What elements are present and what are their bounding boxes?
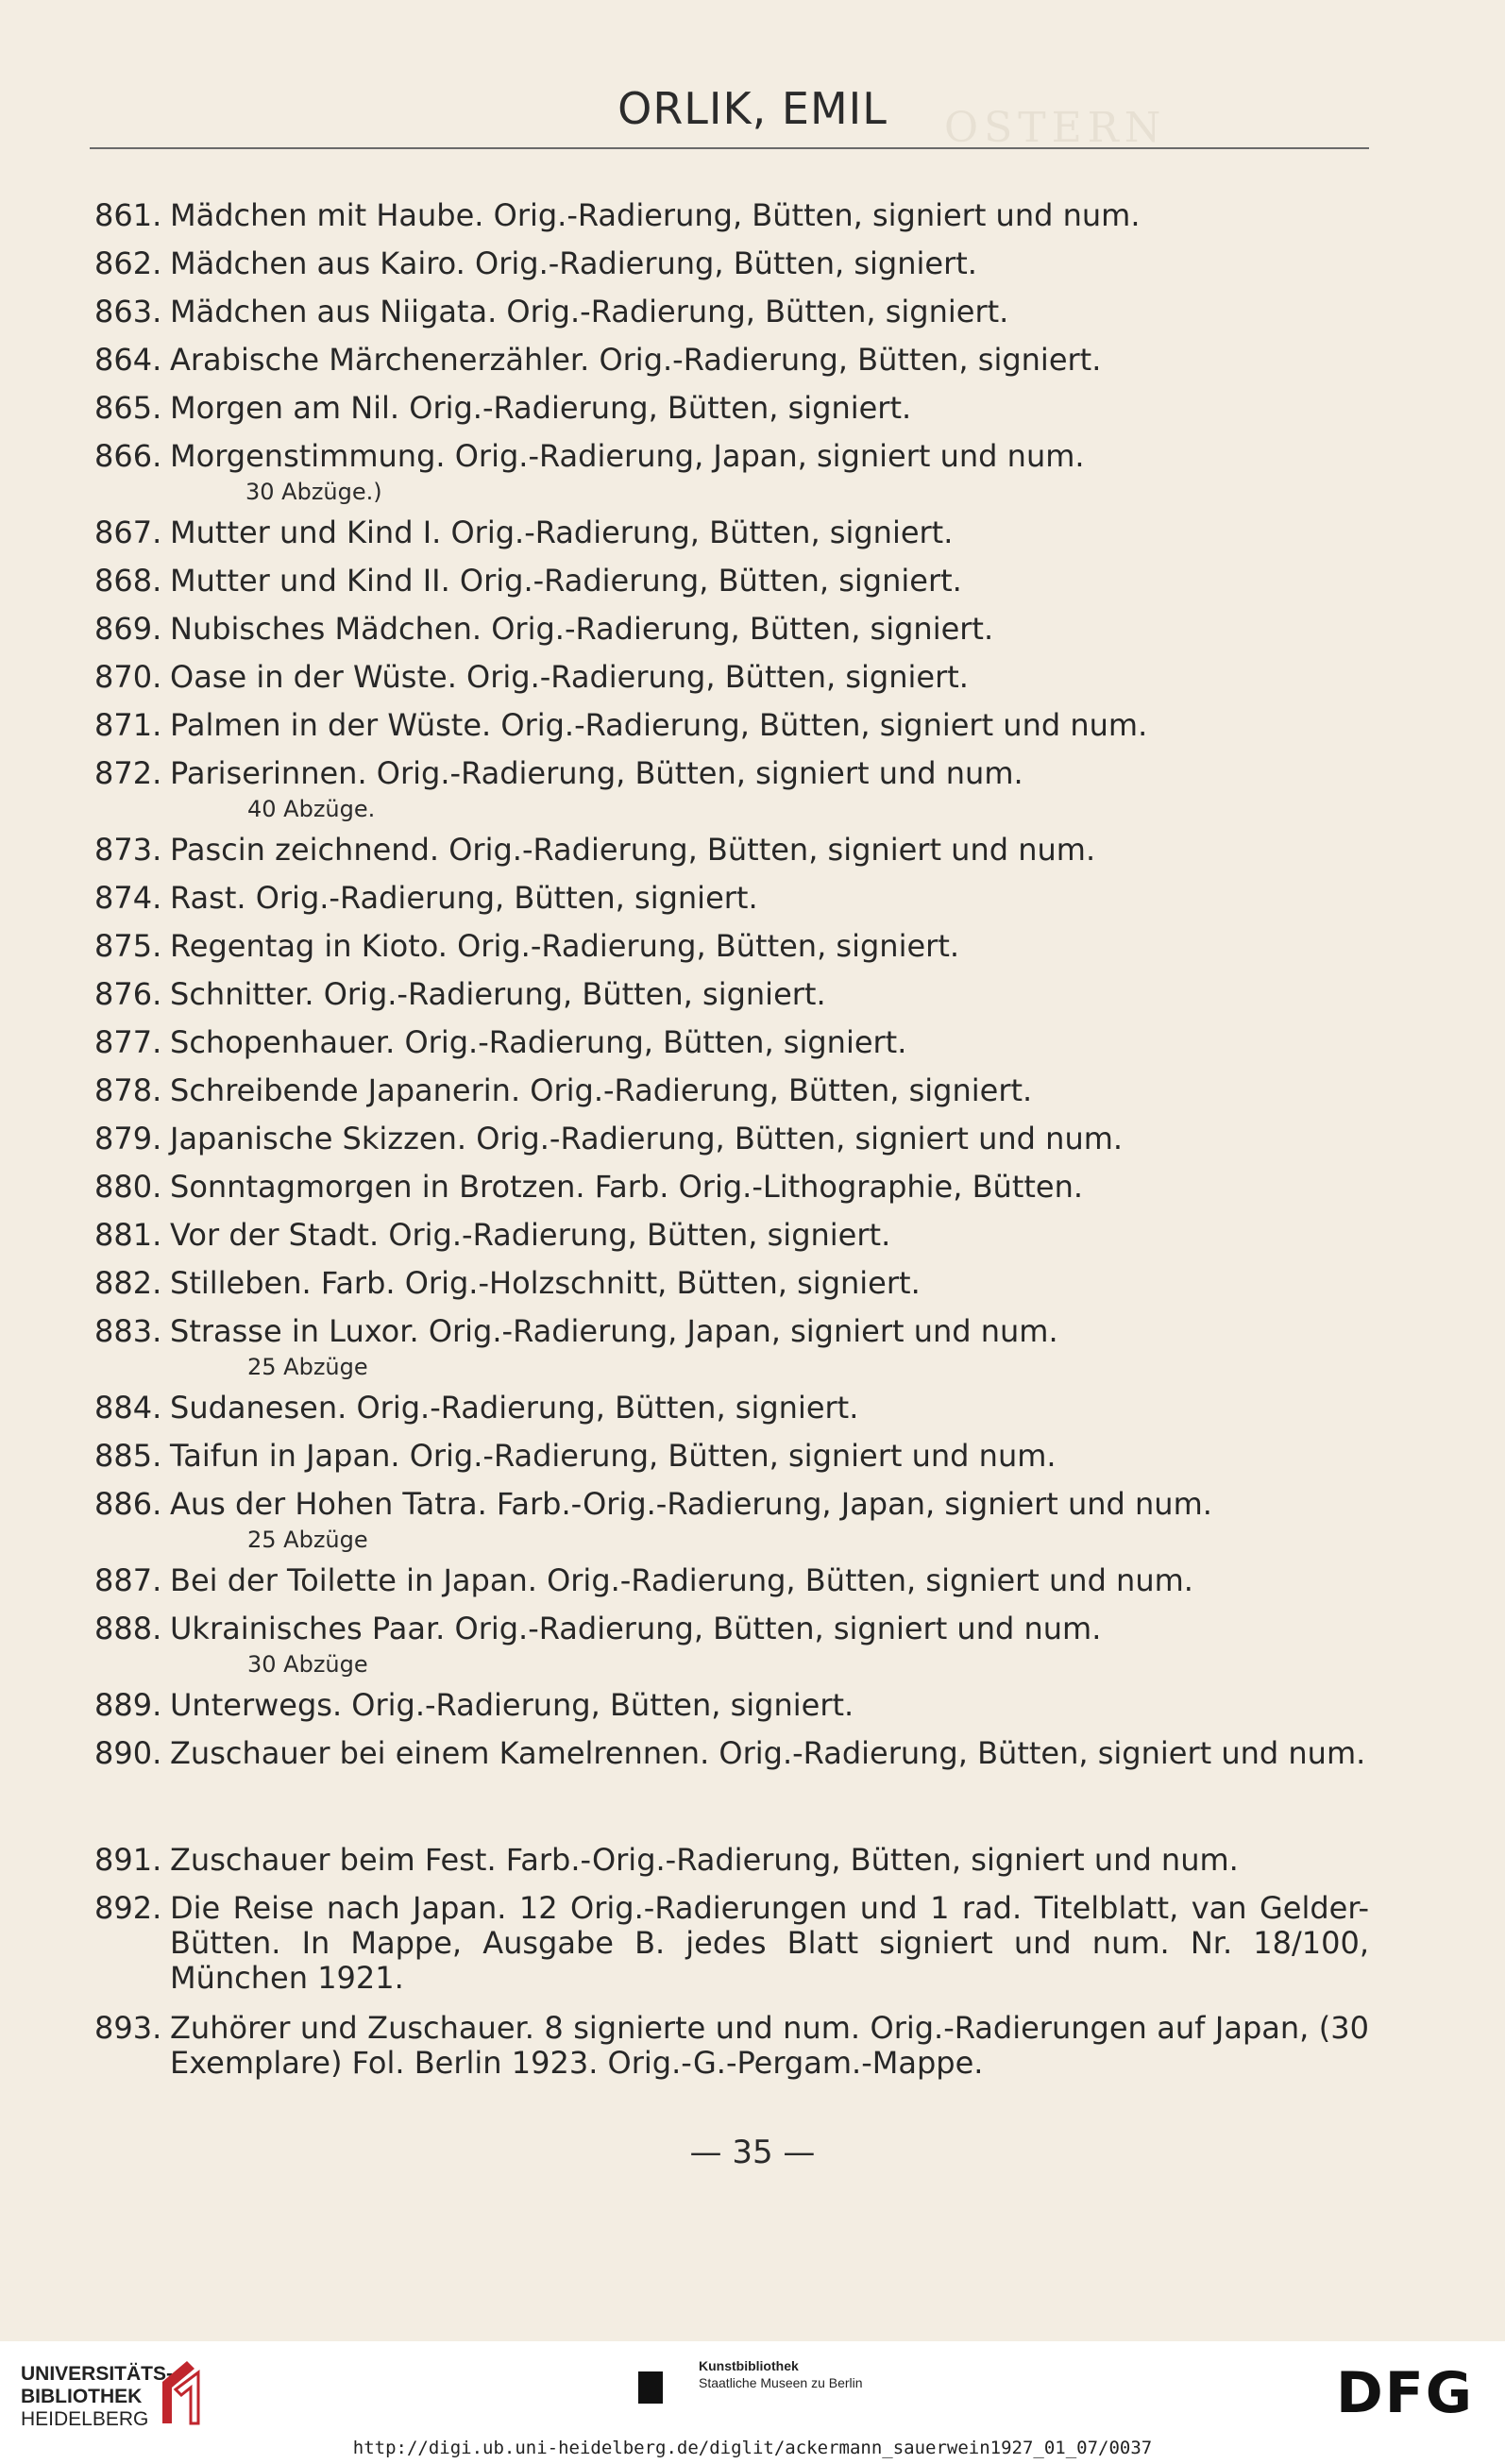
entry-text: Sudanesen. Orig.-Radierung, Bütten, signiert. [170,1390,859,1426]
entry-text: Morgenstimmung. Orig.-Radierung, Japan, signiert und num. [170,438,1085,474]
entry-number: 893. [94,2010,162,2046]
ub-heidelberg-logo[interactable] [21,2363,173,2431]
entry-text: Nubisches Mädchen. Orig.-Radierung, Bütten, signiert. [170,611,994,647]
entry-text: Morgen am Nil. Orig.-Radierung, Bütten, signiert. [170,390,912,426]
entry-text: Mädchen aus Niigata. Orig.-Radierung, Bütten, signiert. [170,294,1009,329]
entry-number: 883. [94,1313,162,1349]
edition-note: 25 Abzüge [247,1354,368,1380]
entry-number: 863. [94,294,162,329]
entry-number: 892. [94,1890,162,1926]
catalog-entry [94,1612,1369,1646]
entry-number: 888. [94,1611,162,1646]
entry-number: 887. [94,1562,162,1598]
entry-number: 880. [94,1169,162,1205]
entry-text: Die Reise nach Japan. 12 Orig.-Radierungen und 1 rad. Titelblatt, van Gelder-Bütten. In Mappe, Ausgabe B. jedes Blatt signiert und num. Nr. 18/100, München 1921. [170,1890,1369,1996]
entry-number: 865. [94,390,162,426]
entry-text: Palmen in der Wüste. Orig.-Radierung, Bütten, signiert und num. [170,707,1148,743]
page-number: — 35 — [689,2134,816,2171]
entry-text: Zuhörer und Zuschauer. 8 signierte und num. Orig.-Radierungen auf Japan, (30 Exemplare) Fol. Berlin 1923. Orig.-G.-Pergam.-Mappe. [170,2010,1369,2081]
entry-number: 886. [94,1486,162,1522]
entry-number: 885. [94,1438,162,1474]
dfg-logo[interactable]: DFG [1336,2360,1475,2426]
entry-text: Zuschauer beim Fest. Farb.-Orig.-Radierung, Bütten, signiert und num. [170,1842,1239,1878]
catalog-entry [94,1122,1369,1156]
ub-logo-line: HEIDELBERG [21,2408,149,2430]
entry-text: Japanische Skizzen. Orig.-Radierung, Bütten, signiert und num. [170,1121,1124,1156]
entry-number: 881. [94,1217,162,1253]
entry-text: Aus der Hohen Tatra. Farb.-Orig.-Radierung, Japan, signiert und num. [170,1486,1212,1522]
entry-number: 868. [94,563,162,599]
entry-text: Pariserinnen. Orig.-Radierung, Bütten, signiert und num. [170,755,1023,791]
entry-text: Mädchen aus Kairo. Orig.-Radierung, Bütten, signiert. [170,245,977,281]
entry-number: 869. [94,611,162,647]
catalog-entry [94,2011,1369,2081]
catalog-entry [94,1563,1369,1598]
edition-note: 30 Abzüge [247,1651,368,1678]
catalog-entry [94,1218,1369,1253]
entry-text: Mutter und Kind II. Orig.-Radierung, Bütten, signiert. [170,563,962,599]
entry-number: 876. [94,976,162,1012]
catalog-entry [94,1736,1369,1771]
entry-text: Bei der Toilette in Japan. Orig.-Radierung, Bütten, signiert und num. [170,1562,1193,1598]
catalog-entry [94,756,1369,791]
catalog-entry [94,391,1369,426]
entry-number: 884. [94,1390,162,1426]
entry-text: Taifun in Japan. Orig.-Radierung, Bütten, signiert und num. [170,1438,1057,1474]
catalog-entry [94,1073,1369,1108]
kb-logo-line: Kunstbibliothek [699,2358,799,2373]
entry-number: 872. [94,755,162,791]
running-head: ORLIK, EMIL [617,83,888,134]
catalog-entry [94,515,1369,550]
entry-number: 890. [94,1735,162,1771]
catalog-entry [94,660,1369,695]
entry-number: 879. [94,1121,162,1156]
entry-text: Stilleben. Farb. Orig.-Holzschnitt, Bütten, signiert. [170,1265,921,1301]
entry-text: Vor der Stadt. Orig.-Radierung, Bütten, signiert. [170,1217,891,1253]
catalog-entry [94,1314,1369,1349]
catalog-entry [94,708,1369,743]
entry-text: Regentag in Kioto. Orig.-Radierung, Bütten, signiert. [170,928,960,964]
catalog-entry [94,343,1369,378]
entry-text: Schnitter. Orig.-Radierung, Bütten, signiert. [170,976,826,1012]
entry-text: Pascin zeichnend. Orig.-Radierung, Bütten, signiert und num. [170,832,1096,868]
catalog-entry [94,833,1369,868]
catalog-entry [94,198,1369,233]
entry-text: Mutter und Kind I. Orig.-Radierung, Bütten, signiert. [170,515,954,550]
catalog-entry [94,1025,1369,1060]
catalog-entry [94,246,1369,281]
entry-text: Oase in der Wüste. Orig.-Radierung, Bütten, signiert. [170,659,969,695]
header-rule [90,147,1369,149]
entry-number: 874. [94,880,162,916]
entry-number: 875. [94,928,162,964]
catalog-entry [94,1170,1369,1205]
entry-number: 871. [94,707,162,743]
catalog-entry [94,1688,1369,1723]
entry-number: 861. [94,197,162,233]
edition-note: 30 Abzüge.) [245,479,382,505]
edition-note: 40 Abzüge. [247,796,376,822]
kunstbibliothek-logo-icon [638,2371,663,2404]
entry-number: 878. [94,1072,162,1108]
catalog-entry [94,295,1369,329]
ub-logo-line: BIBLIOTHEK [21,2386,143,2407]
kunstbibliothek-logo[interactable] [699,2357,863,2391]
catalog-entry [94,1843,1369,1878]
entry-number: 891. [94,1842,162,1878]
catalog-entry [94,1439,1369,1474]
entry-number: 889. [94,1687,162,1723]
entry-number: 877. [94,1024,162,1060]
entry-text: Zuschauer bei einem Kamelrennen. Orig.-Radierung, Bütten, signiert und num. [170,1735,1366,1771]
catalog-entry [94,612,1369,647]
ub-emblem-icon [151,2355,211,2427]
catalog-entry [94,881,1369,916]
entry-number: 864. [94,342,162,378]
entry-number: 862. [94,245,162,281]
entry-text: Schopenhauer. Orig.-Radierung, Bütten, signiert. [170,1024,907,1060]
catalog-entry [94,1391,1369,1426]
entry-text: Sonntagmorgen in Brotzen. Farb. Orig.-Lithographie, Bütten. [170,1169,1084,1205]
entry-number: 882. [94,1265,162,1301]
entry-text: Mädchen mit Haube. Orig.-Radierung, Bütten, signiert und num. [170,197,1141,233]
catalog-entry [94,1266,1369,1301]
catalog-entry [94,929,1369,964]
entry-number: 873. [94,832,162,868]
permalink-url[interactable]: http://digi.ub.uni-heidelberg.de/diglit/ackermann_sauerwein1927_01_07/0037 [352,2438,1153,2458]
entry-number: 867. [94,515,162,550]
entry-text: Strasse in Luxor. Orig.-Radierung, Japan, signiert und num. [170,1313,1058,1349]
entry-text: Schreibende Japanerin. Orig.-Radierung, Bütten, signiert. [170,1072,1033,1108]
catalog-entry [94,1487,1369,1522]
entry-text: Rast. Orig.-Radierung, Bütten, signiert. [170,880,758,916]
catalog-entry [94,1891,1369,1996]
entry-number: 866. [94,438,162,474]
entry-number: 870. [94,659,162,695]
edition-note: 25 Abzüge [247,1527,368,1553]
catalog-entry [94,439,1369,474]
entry-text: Ukrainisches Paar. Orig.-Radierung, Bütten, signiert und num. [170,1611,1102,1646]
entry-text: Unterwegs. Orig.-Radierung, Bütten, signiert. [170,1687,854,1723]
catalog-entry [94,977,1369,1012]
catalog-entry [94,564,1369,599]
show-through-text: OSTERN [944,104,1167,152]
ub-logo-line: UNIVERSITÄTS- [21,2363,174,2385]
kb-logo-line: Staatliche Museen zu Berlin [699,2375,863,2390]
entry-text: Arabische Märchenerzähler. Orig.-Radierung, Bütten, signiert. [170,342,1102,378]
